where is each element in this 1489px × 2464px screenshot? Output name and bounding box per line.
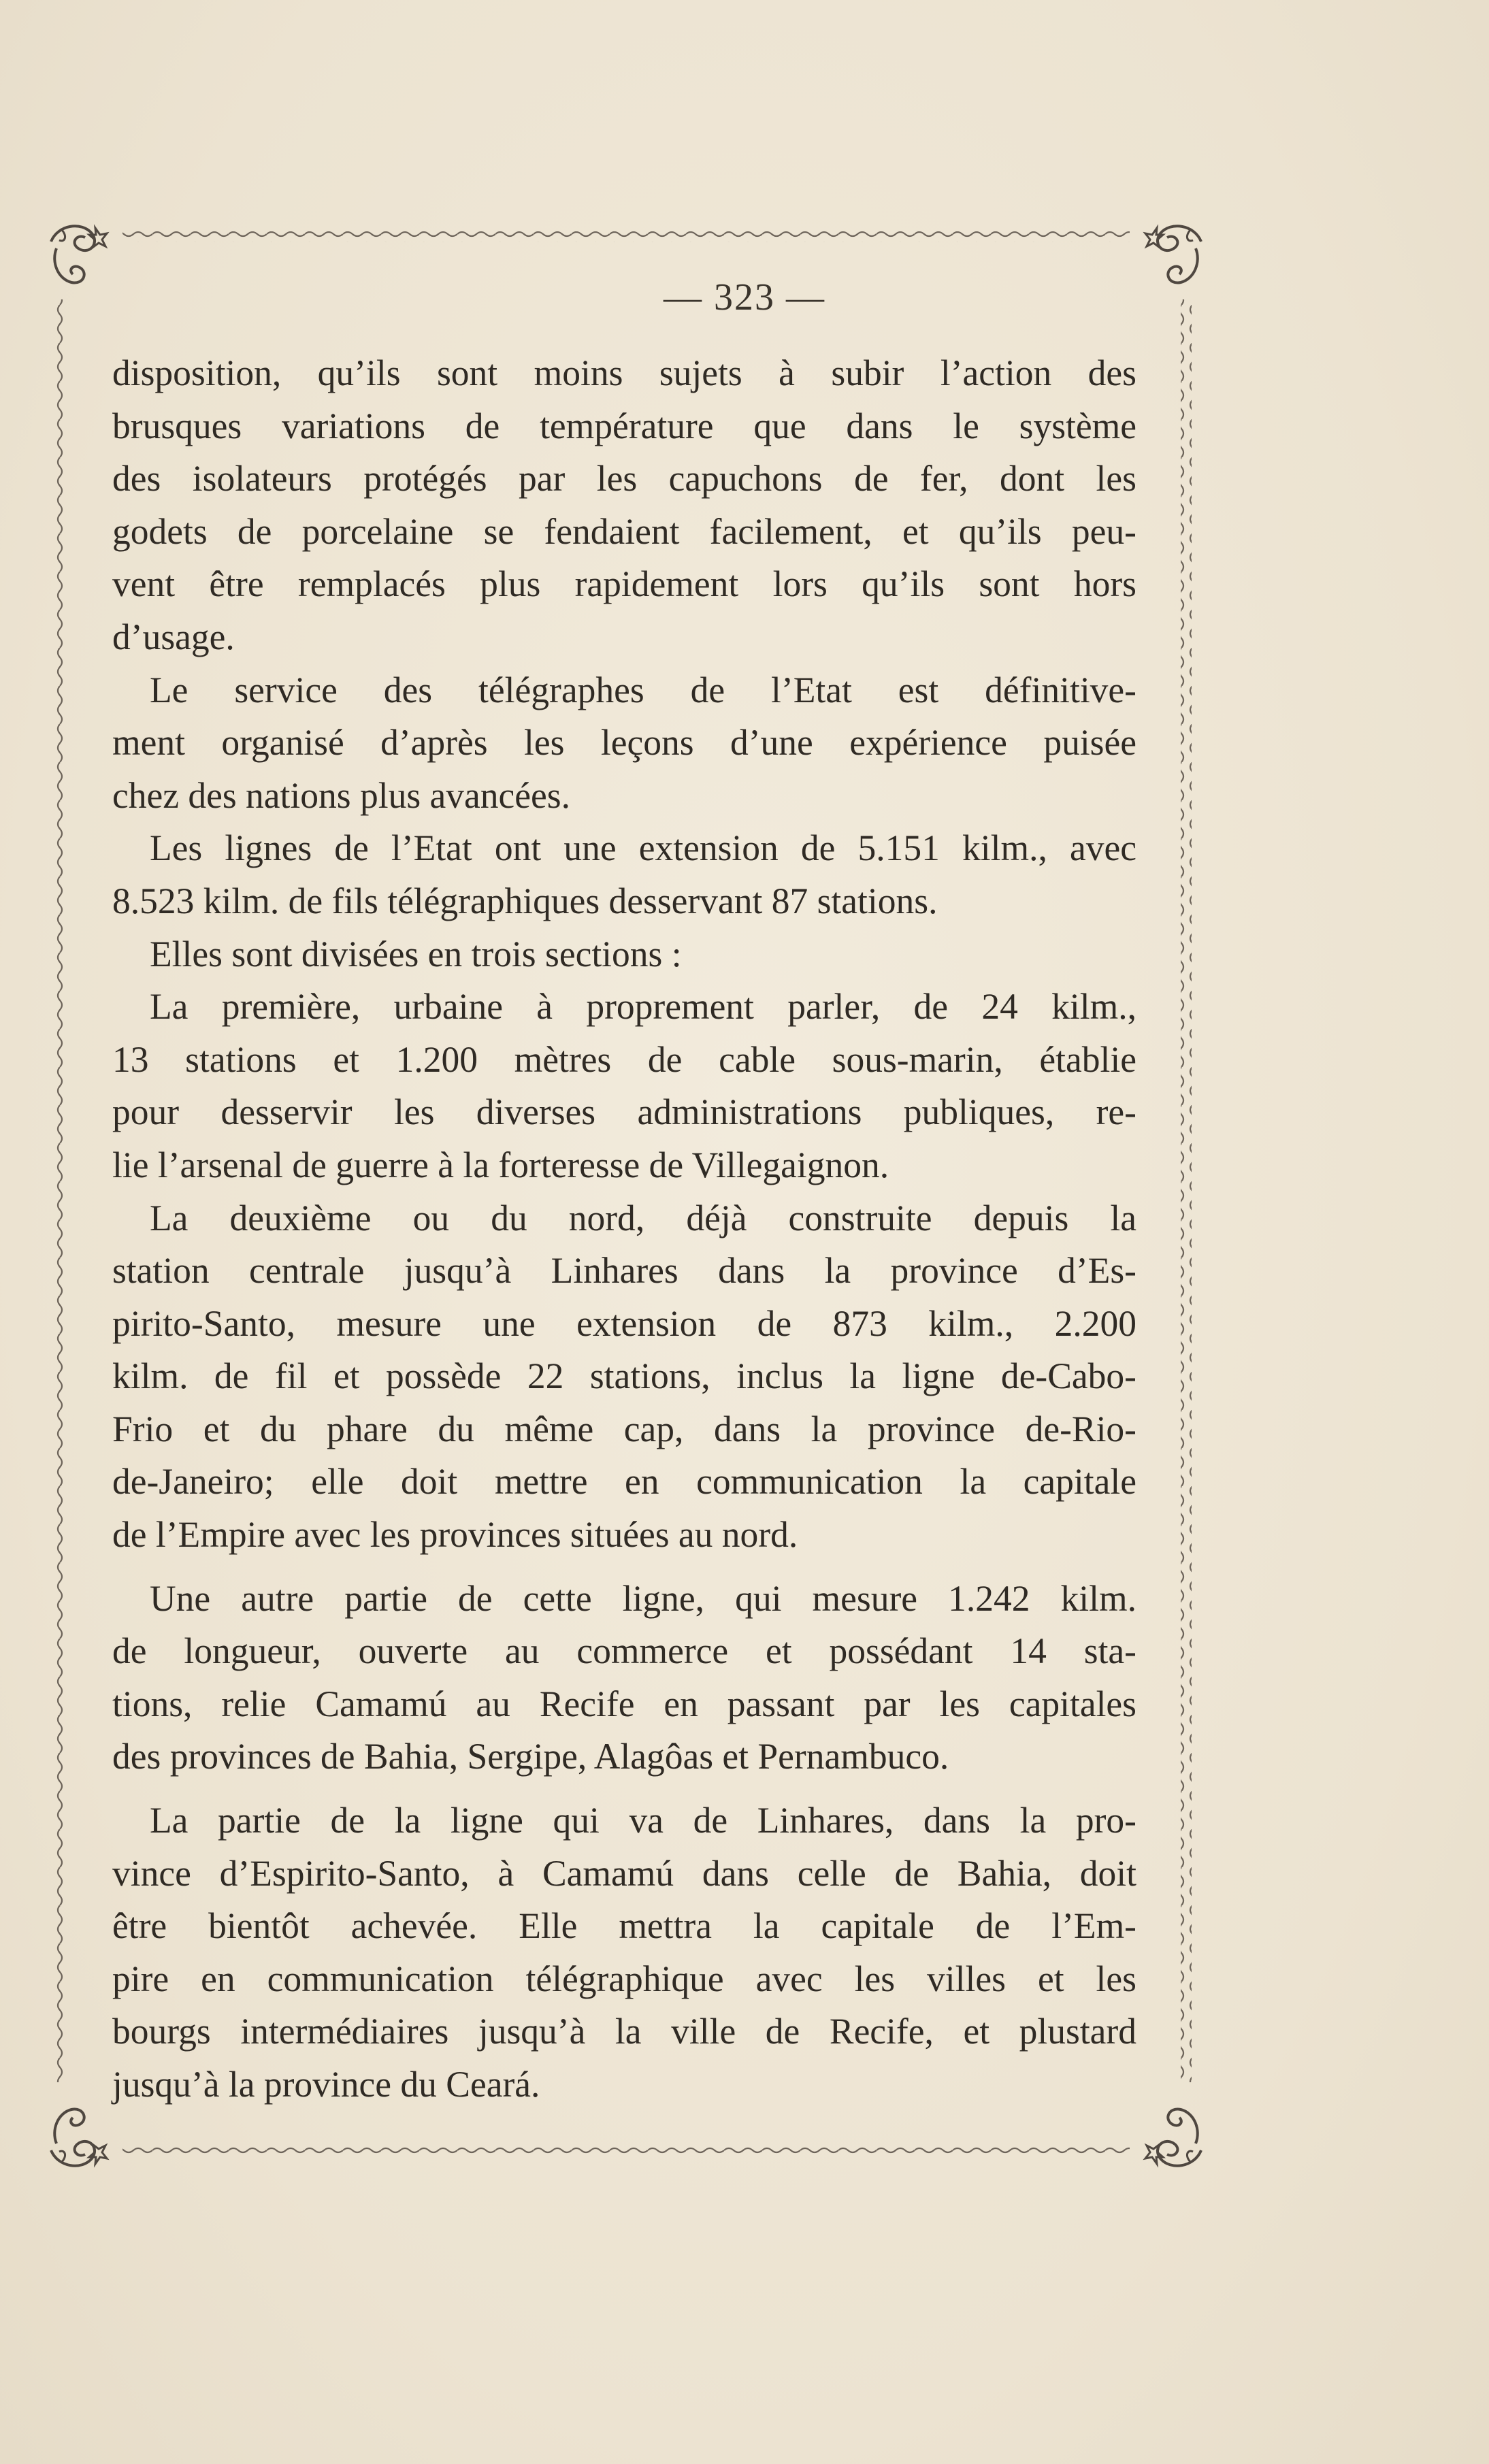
text-line <box>112 1192 1136 1245</box>
text-line <box>112 1730 1136 1784</box>
text-line-content: des provinces de Bahia, Sergipe, Alagôas et Pernambuco. <box>112 1736 949 1777</box>
text-line-content: être bientôt achevée. Elle mettra la capitale de l’Em- <box>112 1905 1136 1947</box>
text-line-content: ment organisé d’après les leçons d’une expérience puisée <box>112 722 1136 763</box>
bottom-border-wave <box>122 2143 1130 2154</box>
text-line-content: d’usage. <box>112 616 235 657</box>
text-line-content: station centrale jusqu’à Linhares dans la province d’Es- <box>112 1250 1136 1292</box>
text-line-content: La partie de la ligne qui va de Linhares, dans la pro- <box>150 1800 1136 1841</box>
text-line-content: Les lignes de l’Etat ont une extension de 5.151 kilm., avec <box>150 827 1136 869</box>
text-line-content: Frio et du phare du même cap, dans la province de-Rio- <box>112 1408 1136 1449</box>
text-line-content: de longueur, ouverte au commerce et possédant 14 sta- <box>112 1630 1136 1672</box>
text-line-content: kilm. de fil et possède 22 stations, inclus la ligne de-Cabo- <box>112 1356 1136 1397</box>
text-line <box>112 1573 1136 1626</box>
corner-ornament-bottom-left <box>51 2109 107 2165</box>
text-line-content: pire en communication télégraphique avec les villes et les <box>112 1958 1136 1999</box>
body-text <box>112 347 1136 2112</box>
text-line <box>112 400 1136 453</box>
text-line <box>112 928 1136 981</box>
corner-ornament-top-left <box>51 226 107 282</box>
page-number: — 323 — <box>664 276 825 318</box>
text-line-content: jusqu’à la province du Ceará. <box>112 2064 540 2105</box>
corner-ornament-top-right <box>1145 226 1201 282</box>
text-line-content: 13 stations et 1.200 mètres de cable sous-marin, établie <box>112 1038 1136 1080</box>
text-line <box>112 1403 1136 1456</box>
text-line <box>112 2058 1136 2112</box>
text-line <box>112 822 1136 875</box>
paragraph <box>112 928 1136 981</box>
text-line-content: pour desservir les diverses administrations publiques, re- <box>112 1091 1136 1133</box>
text-line-content: La deuxième ou du nord, déjà construite depuis la <box>150 1197 1136 1238</box>
text-line <box>112 1847 1136 1901</box>
text-line-content: de-Janeiro; elle doit mettre en communication la capitale <box>112 1461 1136 1502</box>
text-line-content: vent être remplacés plus rapidement lors qu’ils sont hors <box>112 563 1136 605</box>
text-line-content: 8.523 kilm. de fils télégraphiques desservant 87 stations. <box>112 880 938 921</box>
text-line <box>112 1509 1136 1562</box>
paragraph <box>112 981 1136 1192</box>
paragraph <box>112 1192 1136 1562</box>
text-line-content: chez des nations plus avancées. <box>112 774 570 816</box>
text-line <box>112 1900 1136 1953</box>
text-line-content: bourgs intermédiaires jusqu’à la ville de Recife, et plustard <box>112 2011 1136 2052</box>
text-line-content: La première, urbaine à proprement parler, de 24 kilm., <box>150 986 1136 1028</box>
text-line <box>112 1245 1136 1298</box>
text-line <box>112 347 1136 400</box>
text-line <box>112 1625 1136 1678</box>
text-line <box>112 2005 1136 2058</box>
text-line-content: tions, relie Camamú au Recife en passant par les capitales <box>112 1683 1136 1724</box>
text-line <box>112 981 1136 1034</box>
text-line <box>112 1350 1136 1403</box>
text-line-content: pirito-Santo, mesure une extension de 873 kilm., 2.200 <box>112 1302 1136 1344</box>
text-line <box>112 611 1136 664</box>
text-line-content: Une autre partie de cette ligne, qui mesure 1.242 kilm. <box>150 1577 1136 1619</box>
text-line <box>112 1139 1136 1192</box>
text-line <box>112 558 1136 611</box>
text-line <box>112 875 1136 928</box>
paragraph <box>112 1573 1136 1784</box>
text-line-content: lie l’arsenal de guerre à la forteresse de Villegaignon. <box>112 1144 889 1185</box>
text-line <box>112 453 1136 506</box>
text-line-content: Elles sont divisées en trois sections : <box>150 933 682 974</box>
text-line <box>112 1794 1136 1847</box>
text-line-content: vince d’Espirito-Santo, à Camamú dans celle de Bahia, doit <box>112 1852 1136 1894</box>
text-line-content: godets de porcelaine se fendaient facilement, et qu’ils peu- <box>112 510 1136 552</box>
paragraph <box>112 347 1136 664</box>
text-line-content: de l’Empire avec les provinces situées au nord. <box>112 1514 798 1556</box>
text-line-content: Le service des télégraphes de l’Etat est définitive- <box>150 669 1136 710</box>
top-border-wave <box>122 231 1130 242</box>
paragraph <box>112 822 1136 927</box>
paragraph <box>112 664 1136 823</box>
text-line <box>112 770 1136 823</box>
text-line-content: brusques variations de température que dans le système <box>112 405 1136 446</box>
text-line <box>112 1953 1136 2006</box>
right-border-wave <box>1181 299 1192 2082</box>
text-line-content: disposition, qu’ils sont moins sujets à subir l’action des <box>112 352 1136 393</box>
text-line <box>112 1678 1136 1731</box>
text-line <box>112 506 1136 559</box>
left-border-wave <box>53 299 64 2082</box>
text-line <box>112 1034 1136 1087</box>
corner-ornament-bottom-right <box>1145 2109 1201 2165</box>
text-line <box>112 1456 1136 1509</box>
paragraph <box>112 1794 1136 2112</box>
text-line <box>112 664 1136 717</box>
text-line-content: des isolateurs protégés par les capuchons de fer, dont les <box>112 458 1136 499</box>
text-line <box>112 1298 1136 1351</box>
text-line <box>112 1086 1136 1139</box>
text-line <box>112 717 1136 770</box>
